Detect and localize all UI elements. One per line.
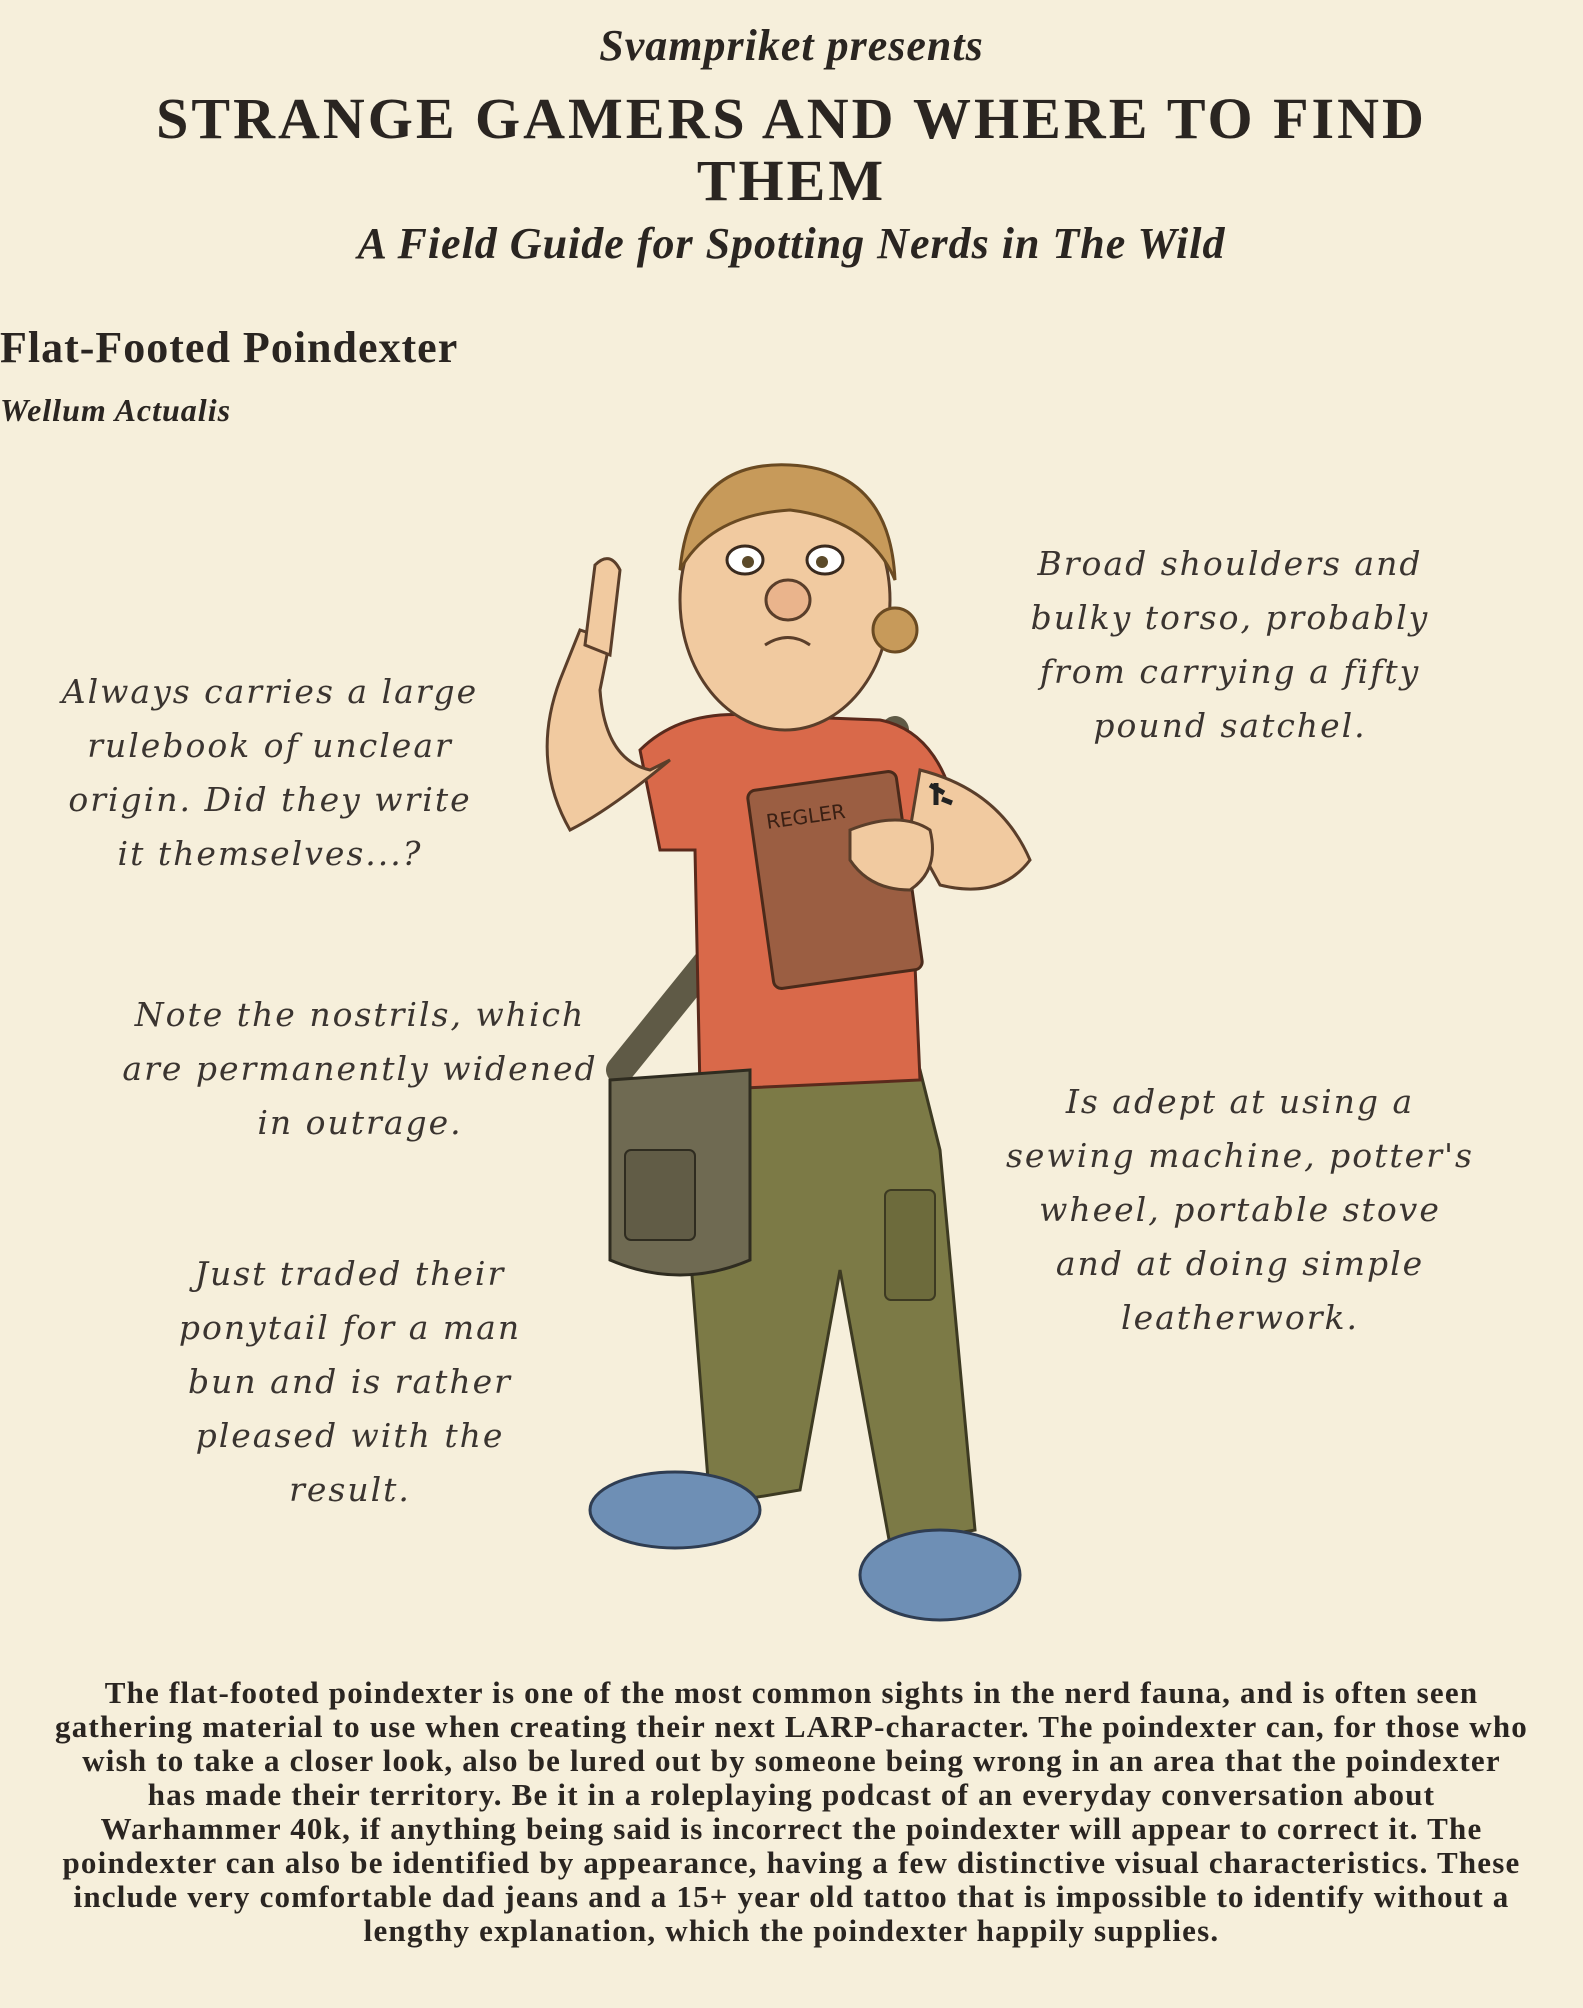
nose bbox=[766, 580, 810, 620]
note-rulebook: Always carries a large rulebook of unclear origin. Did they write it themselves...? bbox=[61, 672, 479, 873]
cargo-pocket bbox=[885, 1190, 935, 1300]
satchel-pocket bbox=[625, 1150, 695, 1240]
description-paragraph: The flat-footed poindexter is one of the most common sights in the nerd fauna, and is often seen gathering material to use when creating their next LARP-character. The poindexter can, for those who wish to take a closer look, also be lured out by someone being wrong in an area that the poindexter has made their territory. Be it in a roleplaying podcast of an everyday conversation about Warhammer 40k, if anything being said is incorrect the poindexter will appear to correct it. The poindexter can also be identified by appearance, having a few distinctive visual characteristics. These include very comfortable dad jeans and a 15+ year old tattoo that is impossible to identify without a lengthy explanation, which the poindexter happily supplies. bbox=[55, 1675, 1528, 1948]
page-subtitle: A Field Guide for Spotting Nerds in The Wild bbox=[357, 219, 1226, 268]
pointing-finger bbox=[585, 559, 620, 655]
note-skills: Is adept at using a sewing machine, potter's wheel, portable stove and at doing simple leatherwork. bbox=[1006, 1082, 1474, 1337]
note-shoulders: Broad shoulders and bulky torso, probably from carrying a fifty pound satchel. bbox=[1030, 544, 1430, 745]
right-shoe bbox=[860, 1530, 1020, 1620]
left-shoe bbox=[590, 1472, 760, 1548]
book-label: REGLER bbox=[764, 799, 847, 834]
species-latin-name: Wellum Actualis bbox=[0, 392, 232, 428]
note-nostrils: Note the nostrils, which are permanently widened in outrage. bbox=[122, 995, 598, 1142]
page-title: STRANGE GAMERS AND WHERE TO FIND THEM bbox=[156, 86, 1427, 213]
poindexter-illustration bbox=[500, 430, 1080, 1670]
man-bun bbox=[873, 608, 917, 652]
presenter-line: Svampriket presents bbox=[599, 21, 984, 70]
note-hair: Just traded their ponytail for a man bun and is rather pleased with the result. bbox=[178, 1254, 522, 1509]
species-name: Flat-Footed Poindexter bbox=[0, 323, 459, 372]
